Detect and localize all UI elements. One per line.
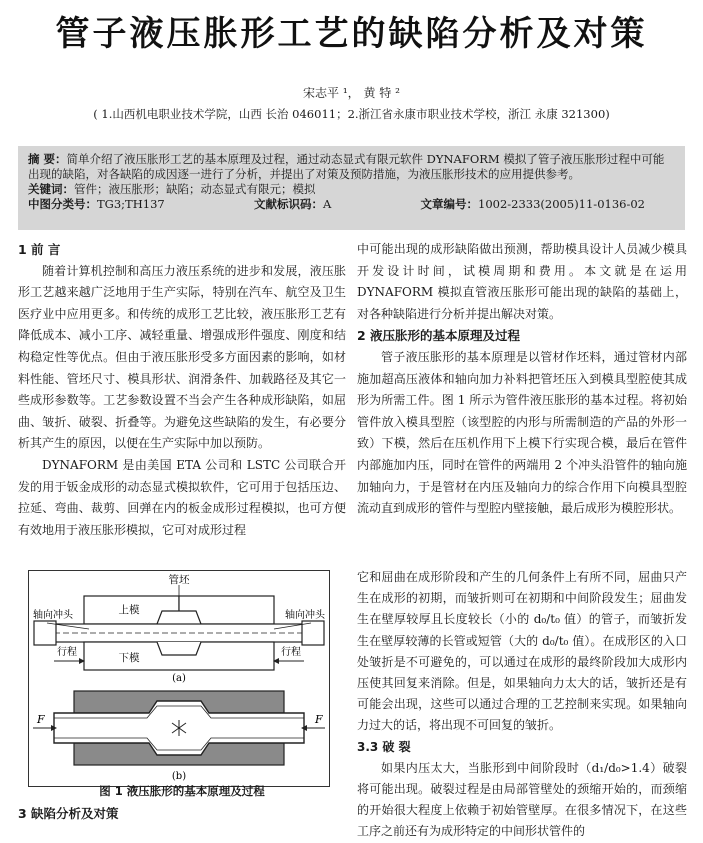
label-punch-right: 轴向冲头 — [285, 610, 325, 621]
abstract-text: 简单介绍了液压胀形工艺的基本原理及过程，通过动态显式有限元软件 DYNAFORM 模拟了管子液压胀形过程中可能出现的缺陷，对各缺陷的成因逐一进行了分析，并提出了对策及预防措施，为液压胀形技术的应用提供参考。 — [28, 152, 665, 181]
article-no-value: 1002-2333(2005)11-0136-02 — [478, 197, 645, 211]
label-b: (b) — [171, 771, 187, 782]
doc-code — [254, 197, 331, 212]
section-2-paragraph-1: 管子液压胀形的基本原理是以管材作坯料，通过管材内部施加超高压液体和轴向加力补料把管坯压入到模具型腔使其成形为所需工件。图 1 所示为管件液压胀形的基本过程。将初始管件放入模具型腔（该型腔的内形与所需制造的产品的外形一致）下模，然后在压机作用下上模下行实现合模，最后在管件内部施加内压，同时在管件的两端用 2 个冲头沿管件的轴向施加轴向力，于是管材在内压及轴向力的综合作用下向模具型腔流动直到成形的管件与型腔内壁接触，最后成形为模腔形状。 — [357, 349, 687, 516]
article-no-label: 文章编号： — [420, 197, 479, 211]
label-stroke-left: 行程 — [57, 647, 77, 658]
abstract — [28, 152, 675, 182]
punch-left — [34, 621, 56, 645]
lower-die-cavity — [157, 642, 201, 655]
section-3-heading: 3 缺陷分析及对策 — [18, 806, 119, 821]
doc-code-label: 文献标识码： — [253, 197, 323, 211]
right-paragraph-0: 中可能出现的成形缺陷做出预测，帮助模具设计人员减少模具开发设计时间，试模周期和费用。本文就是在运用 DYNAFORM 模拟直管液压胀形可能出现的缺陷的基础上，对各种缺陷进行分析并提出解决对策。 — [357, 242, 687, 321]
article-no — [421, 197, 645, 212]
figure-1 — [28, 570, 330, 787]
section-1-paragraph-2: DYNAFORM 是由美国 ETA 公司和 LSTC 公司联合开发的用于钣金成形的动态显式模拟软件，它可用于包括压边、拉延、弯曲、裁剪、回弹在内的板金成形过程模拟，也可方便有效地用于液压胀形模拟，它可对成形过程 — [18, 457, 346, 537]
right-column-top — [357, 239, 687, 520]
section-2-heading: 2 液压胀形的基本原理及过程 — [357, 328, 521, 344]
right-paragraph-2: 它和屈曲在成形阶段和产生的几何条件上有所不同，屈曲只产生在成形的初期，而皱折则可在初期和中间阶段发生；屈曲发生在壁厚较厚且长度较长（小的 d₀/t₀ 值）的管子，而皱折发生在壁厚较薄的长管或短管（大的 d₀/t₀ 值）。在成形区的入口处皱折是不可避免的，可以通过在成形的最终阶段加大成形内压使其回复来消除。但是，如果轴向力太大的话，皱折还是有可能会出现，这些可以通过合理的工艺控制来实现。如果轴向力过大的话，将出现不可回复的皱折。 — [357, 570, 687, 733]
label-stroke-right: 行程 — [281, 647, 301, 658]
right-column-bottom — [357, 567, 687, 843]
authors: 宋志平 ¹， 黄 特 ² — [303, 86, 400, 100]
upper-die-cavity — [157, 611, 201, 624]
label-punch-left: 轴向冲头 — [33, 610, 73, 621]
label-upper-die: 上模 — [118, 604, 140, 616]
figure-1-diagram — [29, 571, 329, 786]
affiliation: ( 1.山西机电职业技术学院，山西 长治 046011；2.浙江省永康市职业技术学校，浙江 永康 321300) — [93, 107, 610, 121]
figure-1-caption: 图 1 液压胀形的基本原理及过程 — [99, 784, 265, 798]
left-column — [18, 239, 346, 541]
clc-value: TG3;TH137 — [97, 197, 165, 211]
abstract-box — [18, 146, 685, 230]
paper-title: 管子液压胀形工艺的缺陷分析及对策 — [55, 14, 648, 54]
section-1-heading: 1 前 言 — [18, 242, 61, 257]
section-3-3-paragraph-1: 如果内压太大，当胀形到中间阶段时（d₁/d₀>1.4）破裂将可能出现。破裂过程是由局部管壁处的颈缩开始的，而颈缩的开始很大程度上依赖于初始管壁厚。在很多情况下，在这些工序之前还有为成形特定的中间形状管件的 — [357, 760, 687, 839]
classification-row — [28, 197, 675, 212]
label-tube: 管坯 — [168, 574, 190, 586]
abstract-label: 摘 要： — [28, 152, 67, 166]
label-lower-die: 下模 — [118, 652, 140, 664]
keywords-label: 关键词： — [28, 182, 74, 196]
keywords-text: 管件；液压胀形；缺陷；动态显式有限元；模拟 — [74, 182, 316, 196]
keywords — [28, 182, 675, 197]
doc-code-value: A — [322, 197, 332, 211]
clc — [28, 197, 165, 212]
punch-right — [302, 621, 324, 645]
section-3-3-heading: 3.3 破 裂 — [357, 739, 411, 754]
label-force-left: F — [37, 713, 45, 726]
clc-label: 中图分类号： — [28, 197, 97, 211]
section-1-paragraph-1: 随着计算机控制和高压力液压系统的进步和发展，液压胀形工艺越来越广泛地用于生产实际，特别在汽车、航空及卫生医疗业中应用更多。和传统的成形工艺比较，液压胀形工艺有降低成本、减小工序、减轻重量、增强成形件强度、刚度和结构稳定性等优点。但由于液压胀形受多方面因素的影响，如材料性能、管坯尺寸、模具形状、润滑条件、加载路径及其它一些成形参数等。工艺参数设置不当会产生各种成形缺陷，如屈曲、皱折、破裂、折叠等。为避免这些缺陷的发生，有必要分析其产生的原因，以便在生产实际中加以预防。 — [18, 263, 346, 451]
label-force-right: F — [315, 713, 323, 726]
label-a: (a) — [172, 673, 186, 684]
